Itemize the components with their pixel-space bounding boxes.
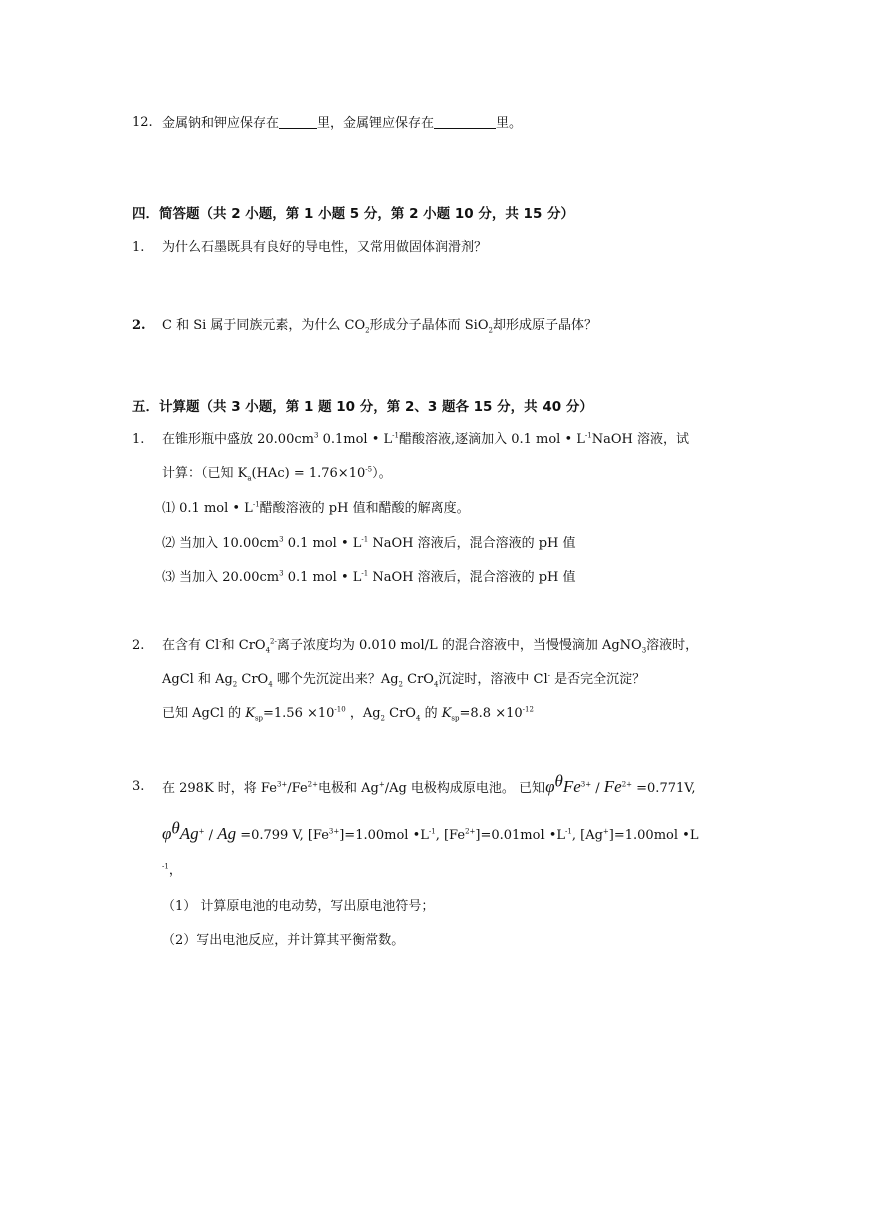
- section-title: 四．简答题（共 2 小题，第 1 小题 5 分，第 2 小题 10 分，共 15 分）: [132, 206, 575, 222]
- question-text: 在锥形瓶中盛放 $20.00cm^3$ 0.1mol • $L^{-1}$醋酸溶液,逐滴加入 0.1 mol • $L^{-1}NaOH$ 溶液，试: [162, 431, 689, 447]
- question-text: 已知 AgCl 的 $K_{sp}=1.56 \times 10^{-10}$ ，$Ag_2$ CrO$_4$ 的 $K_{sp}=8.8 \times 10^{-12}$: [162, 705, 534, 723]
- phi-symbol: φ: [162, 824, 172, 843]
- question-text: C 和 Si 属于同族元素，为什么 $CO_2$形成分子晶体而 SiO$_2$却形成原子晶体？: [162, 318, 597, 335]
- section-title: 五．计算题（共 3 小题，第 1 题 10 分，第 2、3 题各 15 分，共 40 分）: [132, 399, 593, 415]
- question-text: 金属钠和钾应保存在 里，金属锂应保存在 里。: [162, 116, 523, 131]
- sub-question-text: （1） 计算原电池的电动势，写出原电池符号；: [162, 899, 435, 914]
- question-number: 3.: [132, 779, 145, 794]
- fill-blank-2[interactable]: [434, 114, 496, 129]
- question-text: 计算：（已知 $K_a(HAc) = 1.76\times 10^{-5}$）。: [162, 465, 392, 483]
- question-number: 1.: [132, 240, 145, 255]
- question-text: $^{-1}$，: [162, 862, 182, 878]
- question-number: 1.: [132, 432, 145, 447]
- question-number: 12.: [132, 115, 153, 130]
- sub-question-text: ⑵ 当加入 $10.00cm^3$ 0.1 mol • $L^{-1}$ NaOH 溶液后，混合溶液的 pH 值: [162, 535, 576, 551]
- fill-blank-1[interactable]: [279, 114, 317, 129]
- question-number: 2.: [132, 638, 145, 653]
- question-text: $\varphi^\theta Ag^+ / Ag =0.799$ V, $[Fe^{3+}]=1.00mol$ $•L^{-1}$, $[Fe^{2+}]=0.01mol$ $•L^{-1}$, [Ag+]=1.00mol •L: [162, 818, 699, 843]
- question-text: 为什么石墨既具有良好的导电性，又常用做固体润滑剂？: [162, 240, 488, 255]
- sub-question-text: ⑶ 当加入 $20.00cm^3$ 0.1 mol • $L^{-1}$ NaOH 溶液后，混合溶液的 pH 值: [162, 569, 576, 585]
- question-number: 2.: [132, 318, 146, 333]
- sub-question-text: （2）写出电池反应，并计算其平衡常数。: [162, 933, 405, 948]
- phi-symbol: φ: [545, 777, 555, 796]
- sub-question-text: ⑴ 0.1 mol • $L^{-1}$醋酸溶液的 pH 值和醋酸的解离度。: [162, 500, 470, 516]
- question-text: 在 298K 时，将 $Fe^{3+}/Fe^{2+}$电极和 Ag+/Ag 电极构成原电池。 已知$\varphi^\theta Fe^{3+} / Fe^{2+} =0.771V$,: [162, 771, 696, 796]
- question-text: 在含有 Cl-和 CrO$_4^{2-}$离子浓度均为 0.010 mol/L 的混合溶液中，当慢慢滴加 AgNO$_3$溶液时，: [162, 637, 699, 655]
- question-text: AgCl 和 $Ag_2$ CrO$_4$ 哪个先沉淀出来？$Ag_2$ CrO$_4$沉淀时，溶液中 Cl- 是否完全沉淀？: [162, 671, 646, 689]
